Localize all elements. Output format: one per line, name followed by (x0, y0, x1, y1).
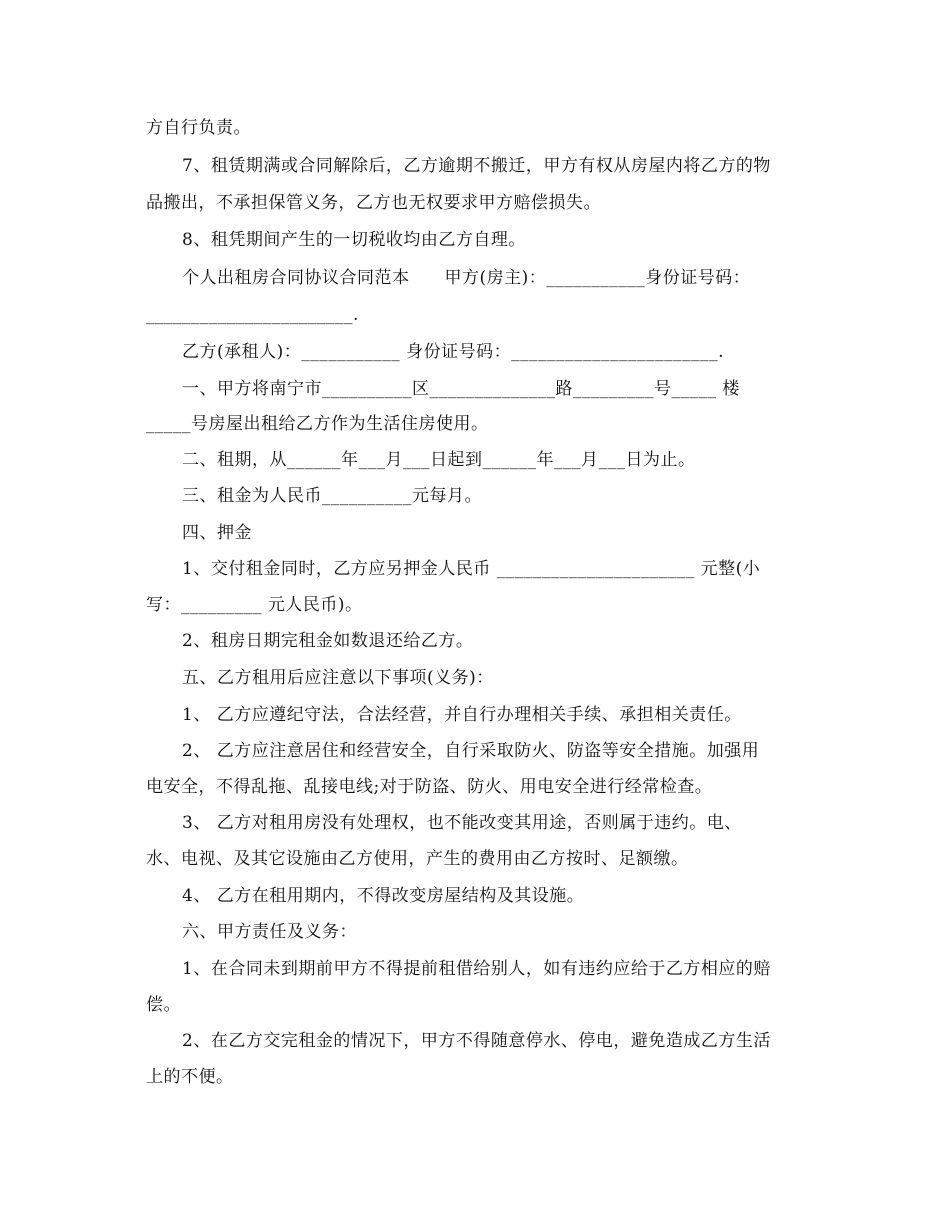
paragraph-line: 电安全，不得乱拖、乱接电线;对于防盗、防火、用电安全进行经常检查。 (146, 777, 713, 797)
paragraph-line: 1、交付租金同时，乙方应另押金人民币 ______________________ 元整(小 (182, 559, 761, 579)
paragraph-line: 三、租金为人民币__________元每月。 (182, 486, 482, 506)
paragraph-line: 五、乙方租用后应注意以下事项(义务)： (182, 668, 494, 688)
paragraph-line: 2、在乙方交完租金的情况下，甲方不得随意停水、停电，避免造成乙方生活 (182, 1031, 771, 1051)
paragraph-line: 1、 乙方应遵纪守法，合法经营，并自行办理相关手续、承担相关责任。 (182, 705, 742, 725)
paragraph-line: 偿。 (146, 995, 181, 1015)
paragraph-line: 8、租凭期间产生的一切税收均由乙方自理。 (182, 230, 526, 250)
paragraph-line: 品搬出，不承担保管义务，乙方也无权要求甲方赔偿损失。 (146, 193, 601, 213)
paragraph-line: 个人出租房合同协议合同范本 甲方(房主)：___________身份证号码： (182, 268, 751, 288)
paragraph-line: 上的不便。 (146, 1067, 234, 1087)
paragraph-line: 3、 乙方对租用房没有处理权，也不能改变其用途，否则属于违约。电、 (182, 813, 742, 833)
paragraph-line: 六、甲方责任及义务： (182, 922, 357, 942)
paragraph-line: 四、押金 (182, 523, 252, 543)
paragraph-line: 方自行负责。 (146, 118, 251, 138)
paragraph-line: _______________________. (146, 305, 359, 325)
paragraph-line: _____号房屋出租给乙方作为生活住房使用。 (146, 414, 489, 434)
paragraph-line: 一、甲方将南宁市__________区______________路_________号_____ 楼 (182, 379, 740, 399)
paragraph-line: 7、租赁期满或合同解除后，乙方逾期不搬迁，甲方有权从房屋内将乙方的物 (182, 156, 771, 176)
paragraph-line: 乙方(承租人)：___________ 身份证号码：_______________________. (182, 342, 725, 362)
paragraph-line: 4、 乙方在租用期内，不得改变房屋结构及其设施。 (182, 886, 585, 906)
paragraph-line: 水、电视、及其它设施由乙方使用，产生的费用由乙方按时、足额缴。 (146, 849, 689, 869)
paragraph-line: 写：_________ 元人民币)。 (146, 595, 363, 615)
paragraph-line: 2、租房日期完租金如数退还给乙方。 (182, 631, 474, 651)
paragraph-line: 1、在合同未到期前甲方不得提前租借给别人，如有违约应给于乙方相应的赔 (182, 959, 771, 979)
paragraph-line: 二、租期，从______年___月___日起到______年___月___日为止。 (182, 450, 696, 470)
paragraph-line: 2、 乙方应注意居住和经营安全，自行采取防火、防盗等安全措施。加强用 (182, 741, 760, 761)
